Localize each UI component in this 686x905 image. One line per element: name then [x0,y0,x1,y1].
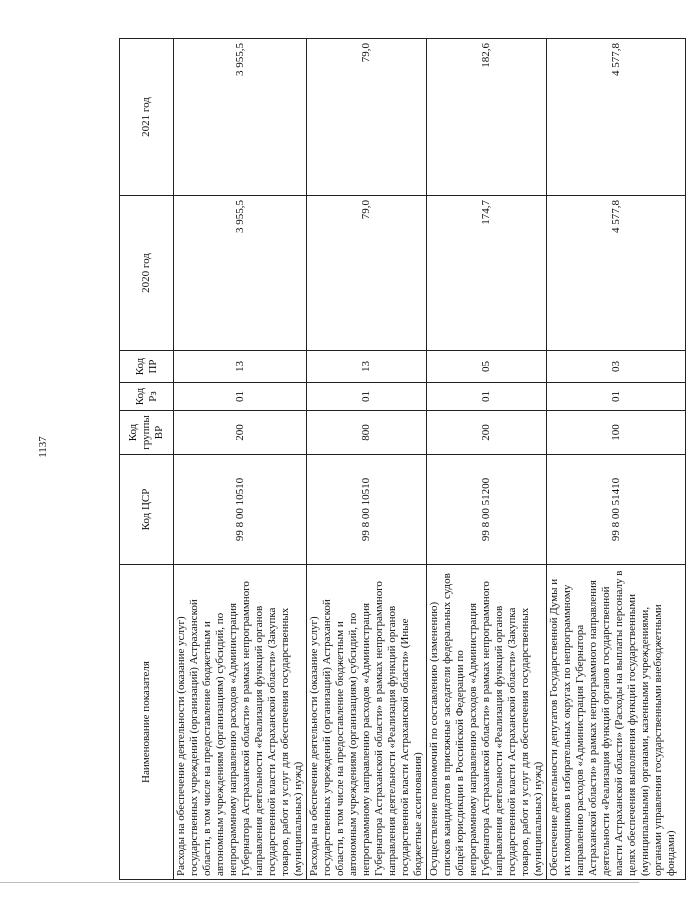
row-vr: 800 [307,411,427,455]
row-2020: 174,7 [427,196,547,351]
row-rz: 01 [427,383,547,411]
table-row [174,39,307,880]
row-2021: 182,6 [427,39,547,196]
row-csr: 99 8 00 51200 [427,455,547,565]
header-csr: Код ЦСР [120,455,174,565]
row-2021: 79,0 [307,39,427,196]
row-vr: 100 [547,411,686,455]
table-row [547,39,686,880]
row-pr: 13 [307,351,427,383]
row-vr: 200 [174,411,307,455]
row-csr: 99 8 00 10510 [307,455,427,565]
row-name: Обеспечение деятельности депутатов Государственной Думы и их помощников в избирательных округах по непрограммному направлению расходов «Администрация Губернатора Астраханской области» в рамках непрограммного направления деятельности «Реализация функций органов государственной власти Астраханской области» (Расходы на выплаты персоналу в целях обеспечения выполнения функций государственными (муниципальными) органами, казенными учреждениями, органами управления государственными внебюджетными фондами) [547,565,686,880]
rotated-table-container [119,39,677,880]
table-row [427,39,547,880]
row-csr: 99 8 00 10510 [174,455,307,565]
row-2021: 4 577,8 [547,39,686,196]
row-name: Расходы на обеспечение деятельности (оказание услуг) государственных учреждений (организаций) Астраханской области, в том числе на предоставление бюджетным и автономным учреждениям (организациям) субсидий, по непрограммному направлению расходов «Администрация Губернатора Астраханской области» в рамках непрограммного направления деятельности «Реализация функций органов государственной власти Астраханской области» (Иные бюджетные ассигнования) [307,565,427,880]
table-header-row [120,39,174,880]
header-name: Наименование показателя [120,565,174,880]
row-2020: 4 577,8 [547,196,686,351]
header-pr: Код ПР [120,351,174,383]
row-name: Расходы на обеспечение деятельности (оказание услуг) государственных учреждений (организаций) Астраханской области, в том числе на предоставление бюджетным и автономным учреждениям (организациям) субсидий, по непрограммному направлению расходов «Администрация Губернатора Астраханской области» в рамках непрограммного направления деятельности «Реализация функций органов государственной власти Астраханской области» (Закупка товаров, работ и услуг для обеспечения государственных (муниципальных) нужд) [174,565,307,880]
row-rz: 01 [307,383,427,411]
page-bottom-rule [0,882,639,883]
table-row [307,39,427,880]
row-vr: 200 [427,411,547,455]
row-csr: 99 8 00 51410 [547,455,686,565]
row-2021: 3 955,5 [174,39,307,196]
row-rz: 01 [174,383,307,411]
row-pr: 13 [174,351,307,383]
header-2021: 2021 год [120,39,174,196]
page-number: 1137 [36,436,49,458]
header-2020: 2020 год [120,196,174,351]
header-vr: Код группы ВР [120,411,174,455]
row-2020: 3 955,5 [174,196,307,351]
budget-table [119,38,686,880]
header-rz: Код Рз [120,383,174,411]
row-2020: 79,0 [307,196,427,351]
row-rz: 01 [547,383,686,411]
row-name: Осуществление полномочий по составлению (изменению) списков кандидатов в присяжные заседатели федеральных судов общей юрисдикции в Российской Федерации по непрограммному направлению расходов «Администрация Губернатора Астраханской области» в рамках непрограммного направления деятельности «Реализация функций органов государственной власти Астраханской области» (Закупка товаров, работ и услуг для обеспечения государственных (муниципальных) нужд) [427,565,547,880]
row-pr: 05 [427,351,547,383]
row-pr: 03 [547,351,686,383]
